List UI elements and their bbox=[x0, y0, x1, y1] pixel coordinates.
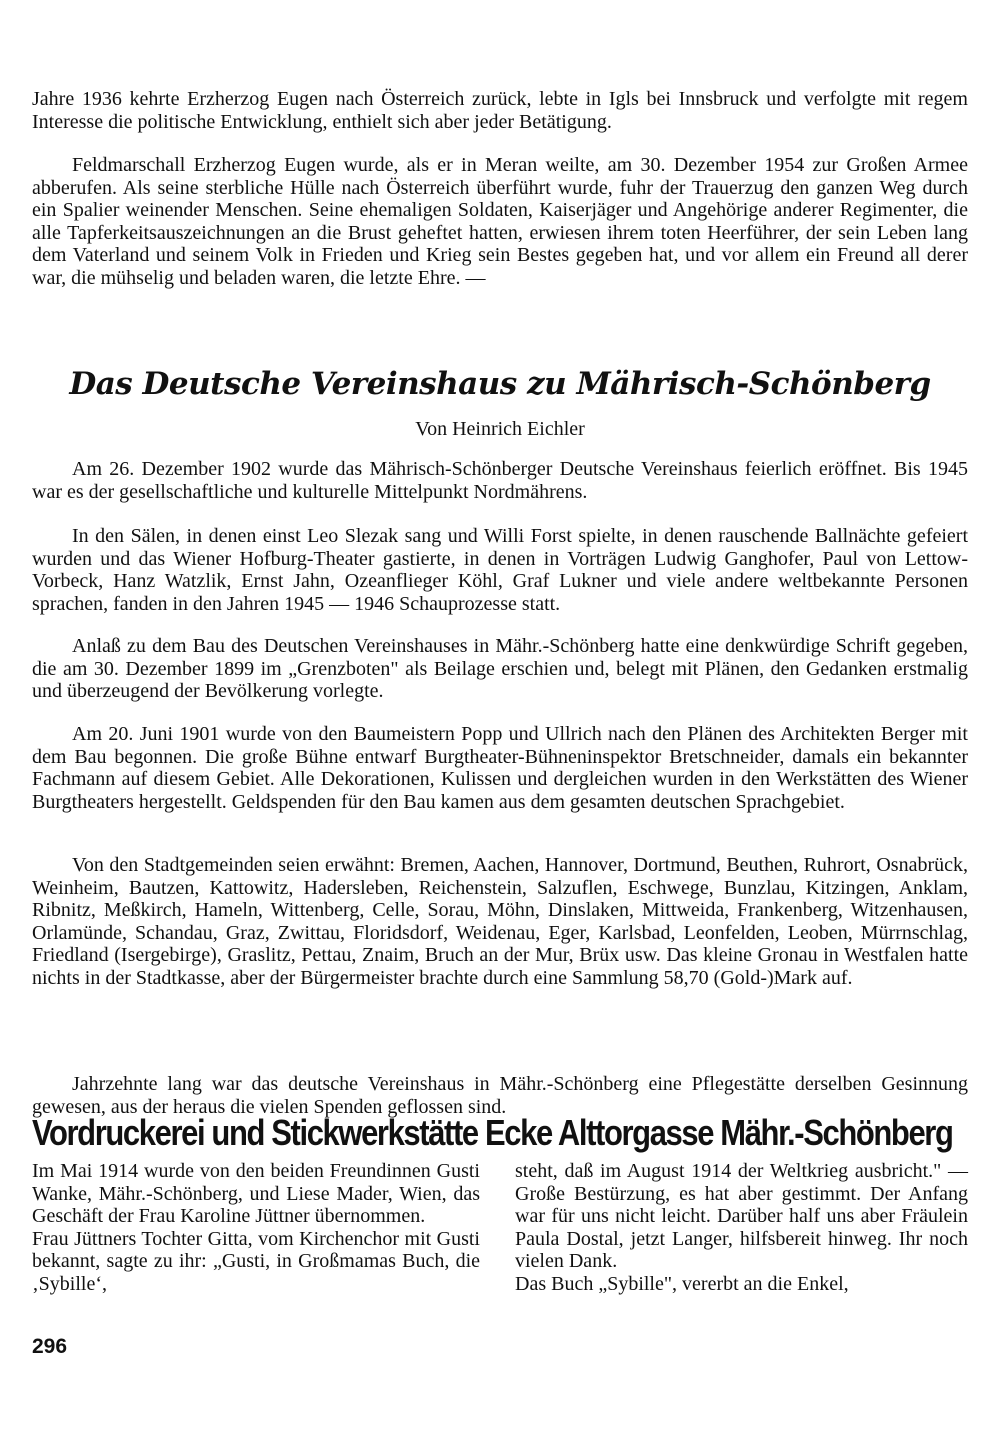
column-paragraph: steht, daß im August 1914 der Weltkrieg ausbricht." — Große Bestürzung, es hat aber gestimmt. Der Anfang war für uns nicht leicht. Darüber half uns aber Fräulein Paula Dostal, jetzt Langer, hilfsbereit hinweg. Ihr noch vielen Dank. bbox=[515, 1160, 968, 1272]
article-paragraph: Am 20. Juni 1901 wurde von den Baumeistern Popp und Ullrich nach den Plänen des Architekten Berger mit dem Bau begonnen. Die große Bühne entwarf Burgtheater-Bühneninspektor Bretschneider, damals ein bekannter Fachmann auf diesem Gebiet. Alle Dekorationen, Kulissen und dergleichen wurden in den Werkstätten des Wiener Burgtheaters hergestellt. Geldspenden für den Bau kamen aus dem gesamten deutschen Sprachgebiet. bbox=[32, 723, 968, 813]
left-column bbox=[32, 1160, 480, 1295]
right-column bbox=[515, 1160, 968, 1295]
article-paragraph: Anlaß zu dem Bau des Deutschen Vereinshauses in Mähr.-Schönberg hatte eine denkwürdige Schrift gegeben, die am 30. Dezember 1899 im „Grenzboten" als Beilage erschien und, belegt mit Plänen, den Gedanken erstmalig und überzeugend der Bevölkerung vorlegte. bbox=[32, 635, 968, 702]
intro-paragraph: Jahre 1936 kehrte Erzherzog Eugen nach Österreich zurück, lebte in Igls bei Innsbruck und verfolgte mit regem Interesse die politische Entwicklung, enthielt sich aber jeder Betätigung. bbox=[32, 88, 968, 133]
article-paragraph: Von den Stadtgemeinden seien erwähnt: Bremen, Aachen, Hannover, Dortmund, Beuthen, Ruhrort, Osnabrück, Weinheim, Bautzen, Kattowitz, Hadersleben, Reichenstein, Salzuflen, Eschwege, Bunzlau, Kitzingen, Anklam, Ribnitz, Meßkirch, Hameln, Wittenberg, Celle, Sorau, Möhn, Dinslaken, Mittweida, Frankenberg, Witzenhausen, Orlamünde, Schandau, Graz, Zwittau, Floridsdorf, Weidenau, Eger, Karlsbad, Leonfelden, Leoben, Mürrnschlag, Friedland (Isergebirge), Graslitz, Pettau, Znaim, Bruch an der Mur, Brüx usw. Das kleine Gronau in Westfalen hatte nichts in der Stadtkasse, aber der Bürgermeister brachte durch eine Sammlung 58,70 (Gold-)Mark auf. bbox=[32, 854, 968, 989]
article-paragraph: Jahrzehnte lang war das deutsche Vereinshaus in Mähr.-Schönberg eine Pflegestätte derselben Gesinnung gewesen, aus der heraus die vielen Spenden geflossen sind. bbox=[32, 1073, 968, 1118]
page-number: 296 bbox=[32, 1335, 68, 1358]
column-paragraph: Das Buch „Sybille", vererbt an die Enkel, bbox=[515, 1272, 849, 1295]
column-paragraph: Frau Jüttners Tochter Gitta, vom Kirchenchor mit Gusti bekannt, sagte zu ihr: „Gusti, in Großmamas Buch, die ‚Sybille‘, bbox=[32, 1227, 480, 1295]
byline: Von Heinrich Eichler bbox=[415, 418, 585, 440]
article-paragraph: In den Sälen, in denen einst Leo Slezak sang und Willi Forst spielte, in denen rauschende Ballnächte gefeiert wurden und das Wiener Hofburg-Theater gastierte, in denen in Vorträgen Ludwig Ganghofer, Paul von Lettow-Vorbeck, Hanz Watzlik, Ernst Jahn, Ozeanflieger Köhl, Graf Lukner und viele andere weltbekannte Personen sprachen, fanden in den Jahren 1945 — 1946 Schauprozesse statt. bbox=[32, 525, 968, 615]
article-title: Das Deutsche Vereinshaus zu Mährisch-Schönberg bbox=[69, 366, 931, 402]
column-paragraph: Im Mai 1914 wurde von den beiden Freundinnen Gusti Wanke, Mähr.-Schönberg, und Liese Mader, Wien, das Geschäft der Frau Karoline Jüttner übernommen. bbox=[32, 1160, 480, 1227]
article-paragraph: Am 26. Dezember 1902 wurde das Mährisch-Schönberger Deutsche Vereinshaus feierlich eröffnet. Bis 1945 war es der gesellschaftliche und kulturelle Mittelpunkt Nordmährens. bbox=[32, 458, 968, 503]
section-heading: Vordruckerei und Stickwerkstätte Ecke Alttorgasse Mähr.-Schönberg bbox=[32, 1112, 953, 1153]
intro-paragraph: Feldmarschall Erzherzog Eugen wurde, als er in Meran weilte, am 30. Dezember 1954 zur Großen Armee abberufen. Als seine sterbliche Hülle nach Österreich überführt wurde, fuhr der Trauerzug den ganzen Weg durch ein Spalier weinender Menschen. Seine ehemaligen Soldaten, Kaiserjäger und Angehörige anderer Regimenter, die alle Tapferkeitsauszeichnungen an die Brust geheftet hatten, erwiesen ihrem toten Heerführer, der sein Leben lang dem Vaterland und seinem Volk in Frieden und Krieg sein Bestes gegeben hat, und vor allem ein Freund all derer war, die mühselig und beladen waren, die letzte Ehre. — bbox=[32, 154, 968, 289]
